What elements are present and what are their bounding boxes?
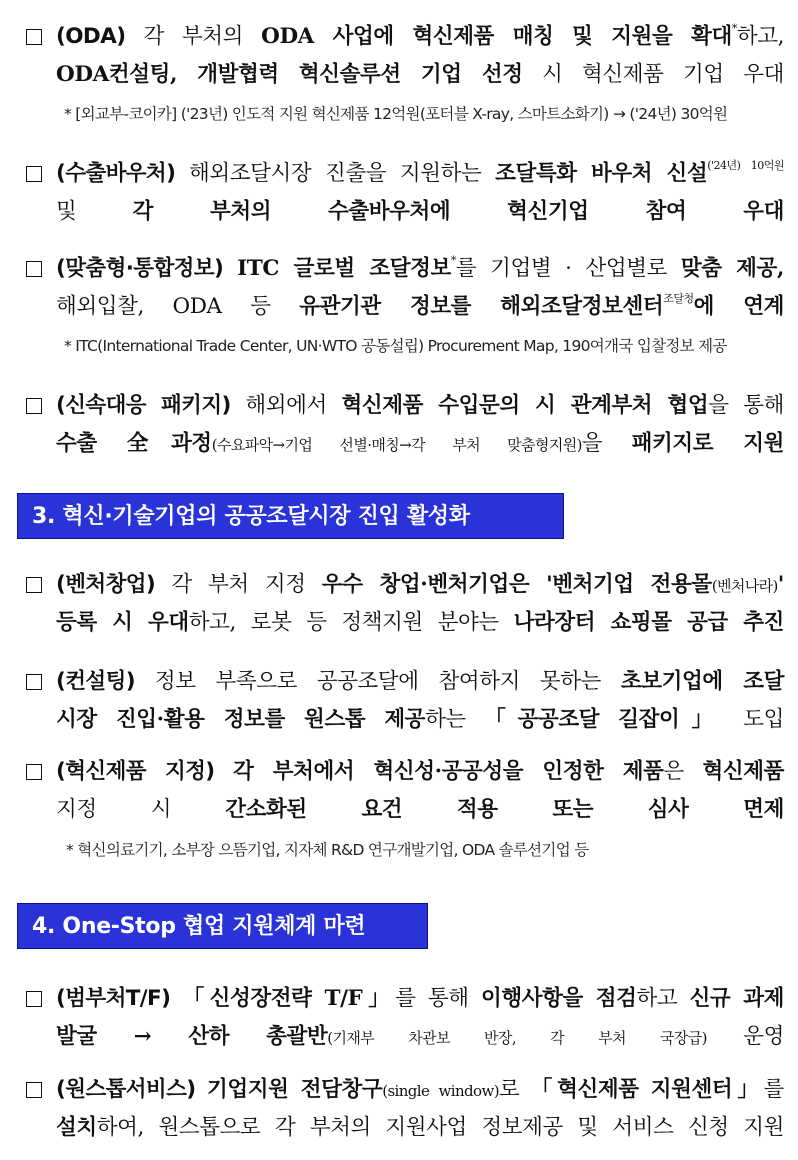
item-tag: (수출바우처): [56, 161, 176, 186]
item-text-bold: 수출 全과정: [56, 431, 212, 456]
item-tag: (신속대응 패키지): [56, 393, 231, 418]
checkbox-icon: [26, 991, 42, 1007]
item-line: [26, 1071, 784, 1109]
item-text-bold: 각 부처의 수출바우처에 혁신기업 참여 우대: [132, 199, 784, 224]
item-text-bold: 신규 과제: [689, 986, 784, 1011]
item-text-bold: 간소화된 요건 적용 또는 심사 면제: [225, 797, 785, 822]
item-taskforce: [26, 980, 784, 1056]
item-tag: (컨설팅): [56, 669, 135, 694]
item-line: [26, 980, 784, 1018]
checkbox-icon: [26, 1082, 42, 1098]
item-line: [26, 18, 784, 56]
item-text-bold: 초보기업에 조달: [620, 669, 785, 694]
item-text-bold: ITC 글로벌 조달정보: [237, 256, 451, 281]
item-text: 를 통해: [395, 986, 481, 1011]
item-line: [26, 193, 784, 231]
item-text-small: (수요파악→기업 선별·매칭→각 부처 맞춤형지원): [211, 436, 582, 454]
item-text-bold: 유관기관 정보를 해외조달정보센터: [299, 294, 664, 319]
item-text-bold: 패키지로 지원: [631, 431, 784, 456]
item-line: [26, 604, 784, 642]
item-text: 정보 부족으로 공공조달에 참여하지 못하는: [134, 669, 621, 694]
item-text-bold: 설치: [56, 1115, 97, 1140]
checkbox-icon: [26, 674, 42, 690]
item-text: [215, 759, 234, 784]
item-text: 각 부처 지정: [155, 572, 322, 597]
section-heading-3: 3. 혁신·기술기업의 공공조달시장 진입 활성화: [17, 493, 564, 539]
item-text-bold: 기업지원 전담창구: [207, 1077, 383, 1102]
item-line: [26, 1018, 784, 1056]
item-line: [26, 566, 784, 604]
item-text-bold: 「공공조달 길잡이」: [484, 707, 725, 732]
item-text: 를 기업별 · 산업별로: [455, 256, 681, 281]
footnote: * [외교부-코이카] ('23년) 인도적 지원 혁신제품 12억원(포터블 X-ray, 스마트소화기) → ('24년) 30억원: [64, 105, 728, 123]
item-text: 로: [498, 1077, 531, 1102]
item-text: 은: [663, 759, 703, 784]
checkbox-icon: [26, 398, 42, 414]
footnote: * ITC(International Trade Center, UN·WTO 공동설립) Procurement Map, 190여개국 입찰정보 제공: [64, 337, 727, 355]
item-tag: (ODA): [56, 24, 126, 49]
item-text-bold: 혁신제품: [702, 759, 784, 784]
item-text-bold: 시장 진입·활용 정보를 원스톱 제공: [56, 707, 426, 732]
footnote: * 혁신의료기기, 소부장 으뜸기업, 지자체 R&D 연구개발기업, ODA 솔루션기업 등: [66, 841, 589, 859]
item-rapid-package: [26, 387, 784, 463]
checkbox-icon: [26, 764, 42, 780]
item-line: [26, 387, 784, 425]
item-text: [170, 986, 182, 1011]
checkbox-icon: [26, 261, 42, 277]
item-text-bold: 나라장터 쇼핑몰 공급 추진: [513, 610, 784, 635]
item-line: [26, 753, 784, 791]
item-text: 해외조달시장 진출을 지원하는: [175, 161, 496, 186]
item-text-small: (기재부 차관보 반장, 각 부처 국장급): [327, 1029, 707, 1047]
item-tag: (맞춤형·통합정보): [56, 256, 224, 281]
item-consulting: [26, 663, 784, 739]
item-text-bold: 「혁신제품 지원센터」: [530, 1077, 764, 1102]
item-text-bold: 우수 창업·벤처기업은 '벤처기업 전용몰: [321, 572, 712, 597]
item-line: [26, 288, 784, 326]
item-tag: (원스톱서비스): [56, 1077, 196, 1102]
item-tag: (범부처T/F): [56, 986, 171, 1011]
item-text-small: (벤처나라): [711, 577, 778, 595]
item-text-bold: 혁신제품 수입문의 시 관계부처 협업: [341, 393, 709, 418]
item-text: 운영: [706, 1024, 784, 1049]
item-text-bold: 등록 시 우대: [56, 610, 189, 635]
item-text: 각 부처의: [125, 24, 262, 49]
item-text: [195, 1077, 207, 1102]
item-text: 및: [56, 199, 133, 224]
item-text-bold: 「신성장전략 T/F」: [182, 986, 396, 1011]
item-text: 를: [763, 1077, 784, 1102]
item-text-bold: ODA컨설팅, 개발협력 혁신솔루션 기업 선정: [56, 62, 523, 87]
item-text: 하는: [425, 707, 485, 732]
item-text-small: (single window): [382, 1082, 499, 1100]
item-text: 시 혁신제품 기업 우대: [522, 62, 784, 87]
item-custom-info: [26, 250, 784, 326]
item-text-bold: 조달특화 바우처 신설: [495, 161, 708, 186]
footnote-mark: *: [450, 254, 456, 267]
item-line: [26, 56, 784, 94]
checkbox-icon: [26, 577, 42, 593]
item-text-bold: 맞춤 제공,: [680, 256, 785, 281]
item-tag: (벤처창업): [56, 572, 156, 597]
item-text: 하고,: [736, 24, 785, 49]
item-venture: [26, 566, 784, 642]
item-export-voucher: [26, 155, 784, 231]
item-tag: (혁신제품 지정): [56, 759, 215, 784]
item-line: [26, 791, 784, 829]
footnote-mark: *: [731, 22, 737, 35]
item-line: [26, 250, 784, 288]
item-text: 하고: [636, 986, 690, 1011]
checkbox-icon: [26, 166, 42, 182]
item-text-bold: 발굴 → 산하 총괄반: [56, 1024, 328, 1049]
item-line: [26, 663, 784, 701]
item-text-bold: 이행사항을 점검: [480, 986, 637, 1011]
item-one-stop-service: [26, 1071, 784, 1147]
item-text: 을 통해: [708, 393, 784, 418]
item-text: 해외에서: [230, 393, 342, 418]
item-text: 지정 시: [56, 797, 226, 822]
checkbox-icon: [26, 29, 42, 45]
item-line: [26, 155, 784, 193]
item-innovation-designation: [26, 753, 784, 829]
item-text: 을: [581, 431, 632, 456]
item-text-bold: 각 부처에서 혁신성·공공성을 인정한 제품: [233, 759, 664, 784]
item-text: [223, 256, 237, 281]
superscript-note: 조달청: [663, 292, 694, 305]
item-line: [26, 1109, 784, 1147]
item-text: 하여, 원스톱으로 각 부처의 지원사업 정보제공 및 서비스 신청 지원: [96, 1115, 784, 1140]
item-line: [26, 701, 784, 739]
item-line: [26, 425, 784, 463]
item-text: 하고, 로봇 등 정책지원 분야는: [188, 610, 514, 635]
item-text: 해외입찰, ODA 등: [56, 294, 300, 319]
item-text-bold: 에 연계: [693, 294, 784, 319]
item-text: 도입: [724, 707, 784, 732]
item-text-bold: ': [777, 572, 784, 597]
item-text-bold: ODA 사업에 혁신제품 매칭 및 지원을 확대: [261, 24, 732, 49]
superscript-note: ('24년) 10억원: [707, 159, 784, 172]
section-heading-4: 4. One-Stop 협업 지원체계 마련: [17, 903, 428, 949]
item-oda: [26, 18, 784, 94]
